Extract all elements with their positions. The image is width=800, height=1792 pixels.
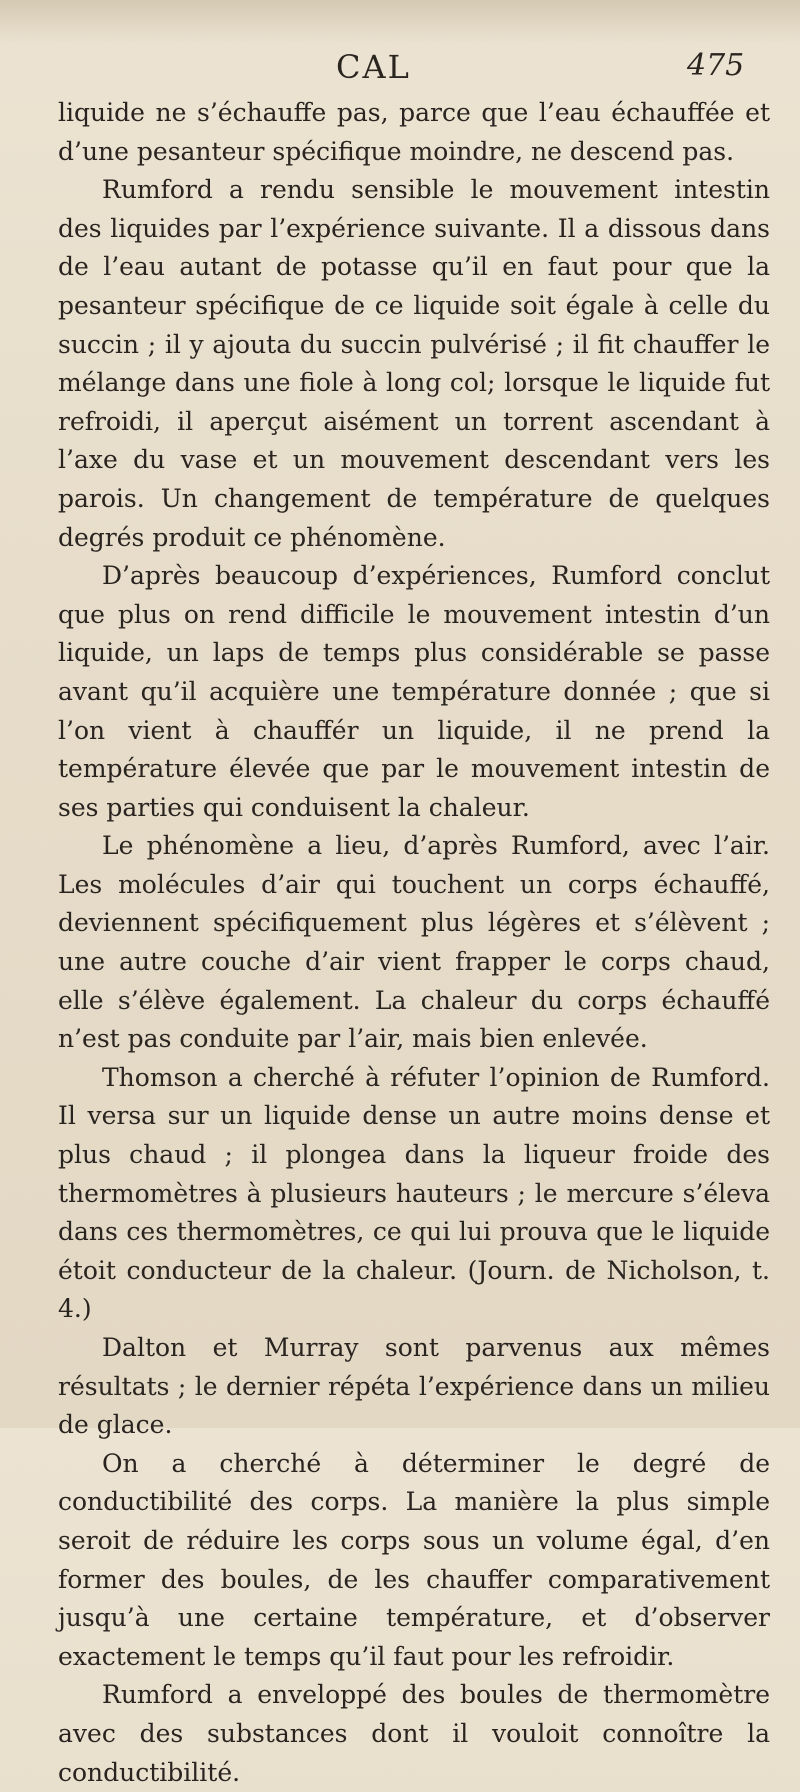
paragraph-dalton-murray: Dalton et Murray sont parvenus aux mêmes résultats ; le dernier répéta l’expérience dans un milieu de glace. [58, 1333, 770, 1440]
paragraph-rumford-experiment: Rumford a rendu sensible le mouvement intestin des liquides par l’expérience suivante. Il a dissous dans de l’eau autant de potasse qu’il en faut pour que la pesanteur spécifique de ce liquide soit égale à celle du succin ; il y ajouta du succin pulvérisé ; il fit chauffer le mélange dans une fiole à long col; lorsque le liquide fut refroidi, il aperçut aisément un torrent ascendant à l’axe du vase et un mouvement descendant vers les parois. Un changement de température de quelques degrés produit ce phénomène. [58, 175, 770, 552]
paragraph-thomson: Thomson a cherché à réfuter l’opinion de Rumford. Il versa sur un liquide dense un autre moins dense et plus chaud ; il plongea dans la liqueur froide des thermomètres à plusieurs hauteurs ; le mercure s’éleva dans ces thermomètres, ce qui lui prouva que le liquide étoit conducteur de la chaleur. (Journ. de Nicholson, t. 4.) [58, 1062, 770, 1324]
paragraph-air-phenomenon: Le phénomène a lieu, d’après Rumford, avec l’air. Les molécules d’air qui touchent un corps échauffé, deviennent spécifiquement plus légères et s’élèvent ; une autre couche d’air vient frapper le corps chaud, elle s’élève également. La chaleur du corps échauffé n’est pas conduite par l’air, mais bien enlevée. [58, 831, 770, 1054]
paragraph-continuation: liquide ne s’échauffe pas, parce que l’eau échauffée et d’une pesanteur spécifique moindre, ne descend pas. [58, 98, 770, 166]
running-head: CAL [336, 48, 411, 86]
page-top-shadow [0, 0, 800, 45]
page-number: 475 [687, 48, 745, 83]
paragraph-conductibility: On a cherché à déterminer le degré de conductibilité des corps. La manière la plus simple seroit de réduire les corps sous un volume égal, d’en former des boules, de les chauffer comparativement jusqu’à une certaine température, et d’observer exactement le temps qu’il faut pour les refroidir. [58, 1448, 770, 1671]
page-header [0, 48, 800, 94]
body-text [58, 94, 770, 1792]
paragraph-rumford-thermometer: Rumford a enveloppé des boules de thermomètre avec des substances dont il vouloit connoître la conductibilité. [58, 1680, 770, 1787]
paragraph-rumford-conclusion: D’après beaucoup d’expériences, Rumford conclut que plus on rend difficile le mouvement intestin d’un liquide, un laps de temps plus considérable se passe avant qu’il acquière une température donnée ; que si l’on vient à chauffér un liquide, il ne prend la température élevée que par le mouvement intestin de ses parties qui conduisent la chaleur. [58, 561, 770, 822]
